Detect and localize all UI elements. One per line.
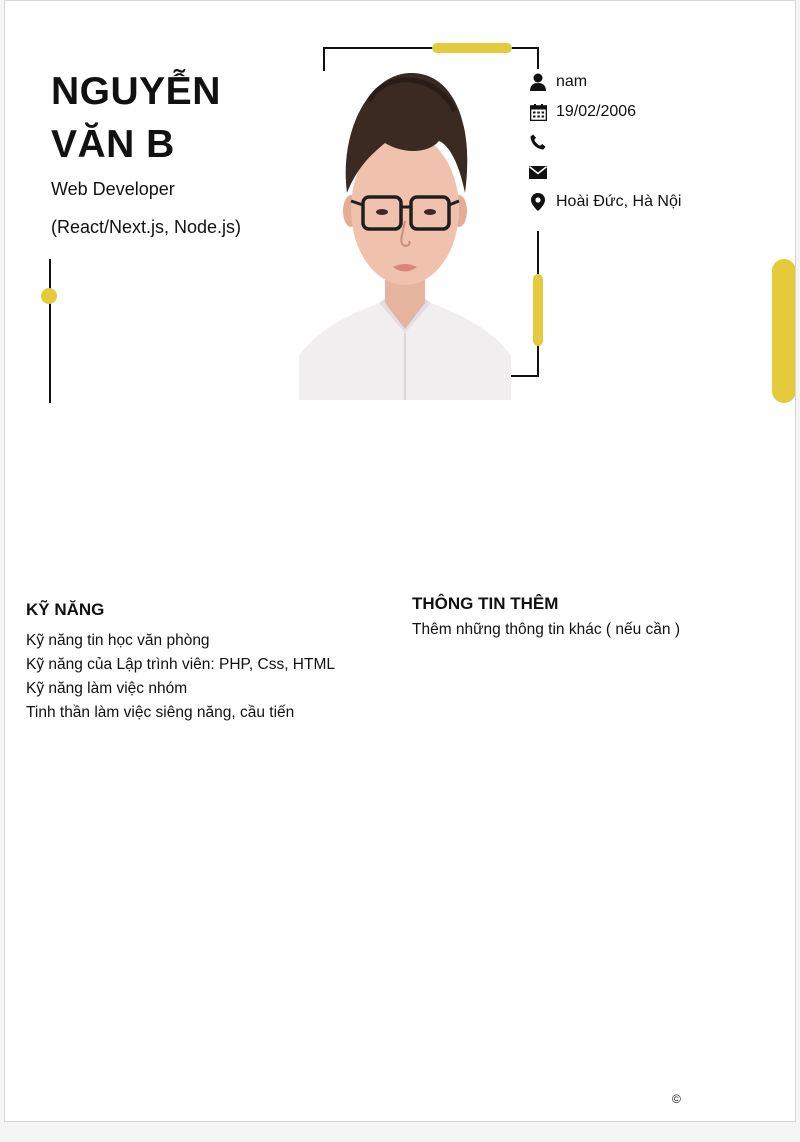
skills-heading: KỸ NĂNG [26,600,105,619]
calendar-icon [529,103,547,121]
name-line-2: VĂN B [51,123,175,166]
skill-item: Kỹ năng làm việc nhóm [26,680,188,697]
extra-info-text: Thêm những thông tin khác ( nếu cần ) [412,621,681,638]
photo-frame-bottom [510,375,539,377]
job-stack: (React/Next.js, Node.js) [51,217,242,237]
decor-left-dot [41,288,57,304]
copyright-mark: © [672,1092,681,1106]
contact-address [529,187,789,217]
extra-info-heading: THÔNG TIN THÊM [412,594,559,613]
name-line-1: NGUYỄN [51,70,221,113]
contact-email [529,157,789,187]
gender-text: nam [556,73,588,90]
contact-phone [529,127,789,157]
skill-item: Kỹ năng tin học văn phòng [26,632,210,649]
decor-left-line [49,259,51,403]
address-text: Hoài Đức, Hà Nội [556,193,682,210]
cv-page [4,0,796,1122]
email-icon [529,163,547,181]
contact-info [529,67,789,217]
candidate-name [51,65,291,171]
person-icon [529,73,547,91]
map-pin-icon [529,193,547,211]
decor-pill-top [432,43,512,53]
contact-gender [529,67,789,97]
phone-icon [529,133,547,151]
skill-item: Tinh thần làm việc siêng năng, cầu tiến [26,704,295,721]
birthday-text: 19/02/2006 [556,103,637,120]
decor-pill-right [533,274,543,346]
skills-list [26,629,335,725]
skill-item: Kỹ năng của Lập trình viên: PHP, Css, HTML [26,656,336,673]
decor-edge-pill [772,259,796,403]
photo-frame-top-left [323,47,325,71]
photo-frame-top-right [537,47,539,69]
profile-photo [299,71,511,400]
job-title: Web Developer [51,179,175,199]
contact-birthday [529,97,789,127]
